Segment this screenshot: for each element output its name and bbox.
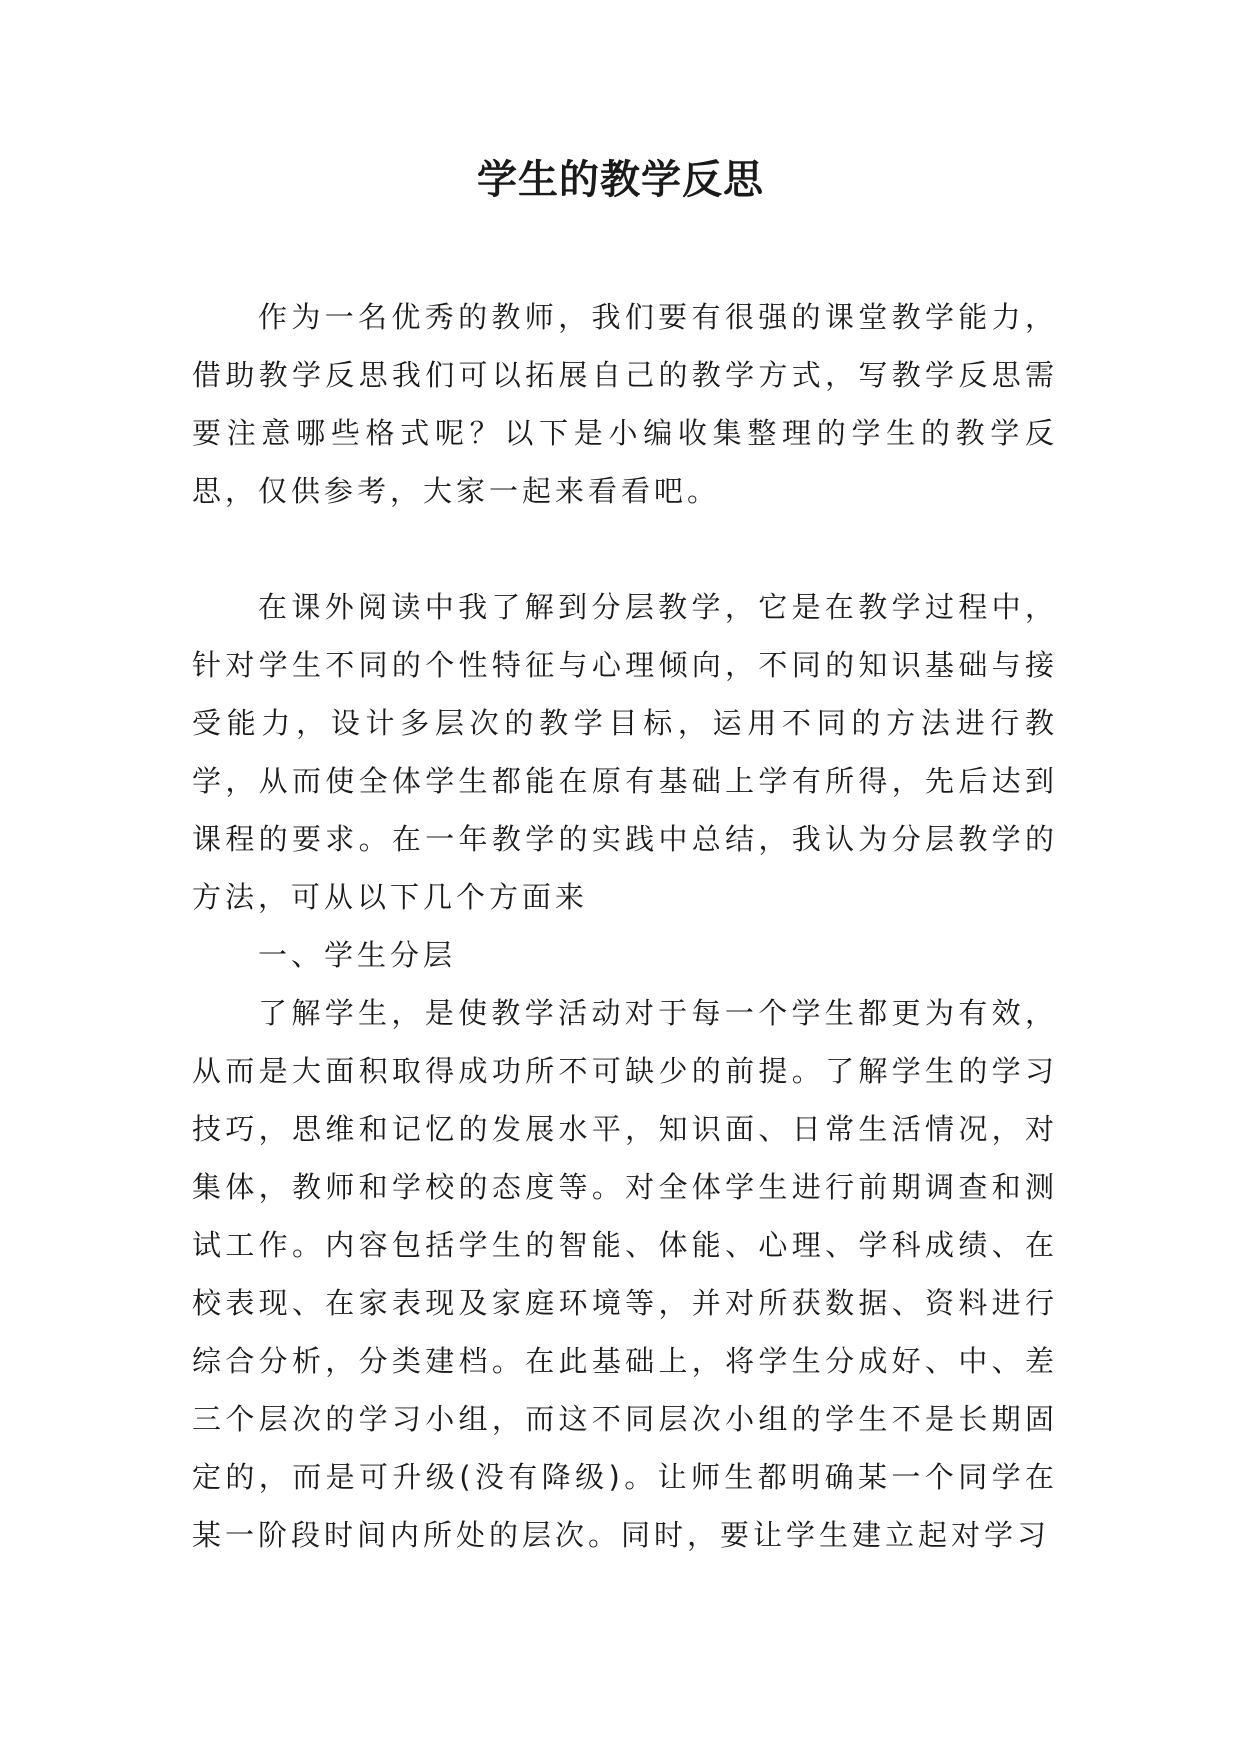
intro-paragraph: 作为一名优秀的教师，我们要有很强的课堂教学能力，借助教学反思我们可以拓展自己的教学方式，写教学反思需要注意哪些格式呢？以下是小编收集整理的学生的教学反思，仅供参考，大家一起来看看吧。 xyxy=(192,300,1058,508)
body-paragraph: 了解学生，是使教学活动对于每一个学生都更为有效，从而是大面积取得成功所不可缺少的前提。了解学生的学习技巧，思维和记忆的发展水平，知识面、日常生活情况，对集体，教师和学校的态度等。对全体学生进行前期调查和测试工作。内容包括学生的智能、体能、心理、学科成绩、在校表现、在家表现及家庭环境等，并对所获数据、资料进行综合分析，分类建档。在此基础上，将学生分成好、中、差三个层次的学习小组，而这不同层次小组的学生不是长期固定的，而是可升级(没有降级)。让师生都明确某一个同学在某一阶段时间内所处的层次。同时，要让学生建立起对学习 xyxy=(192,996,1058,1552)
document-body xyxy=(192,288,1058,1564)
body-paragraph: 在课外阅读中我了解到分层教学，它是在教学过程中，针对学生不同的个性特征与心理倾向，不同的知识基础与接受能力，设计多层次的教学目标，运用不同的方法进行教学，从而使全体学生都能在原有基础上学有所得，先后达到课程的要求。在一年教学的实践中总结，我认为分层教学的方法，可从以下几个方面来 xyxy=(192,590,1058,914)
document-title: 学生的教学反思 xyxy=(477,156,764,203)
section-heading: 一、学生分层 xyxy=(258,938,457,972)
